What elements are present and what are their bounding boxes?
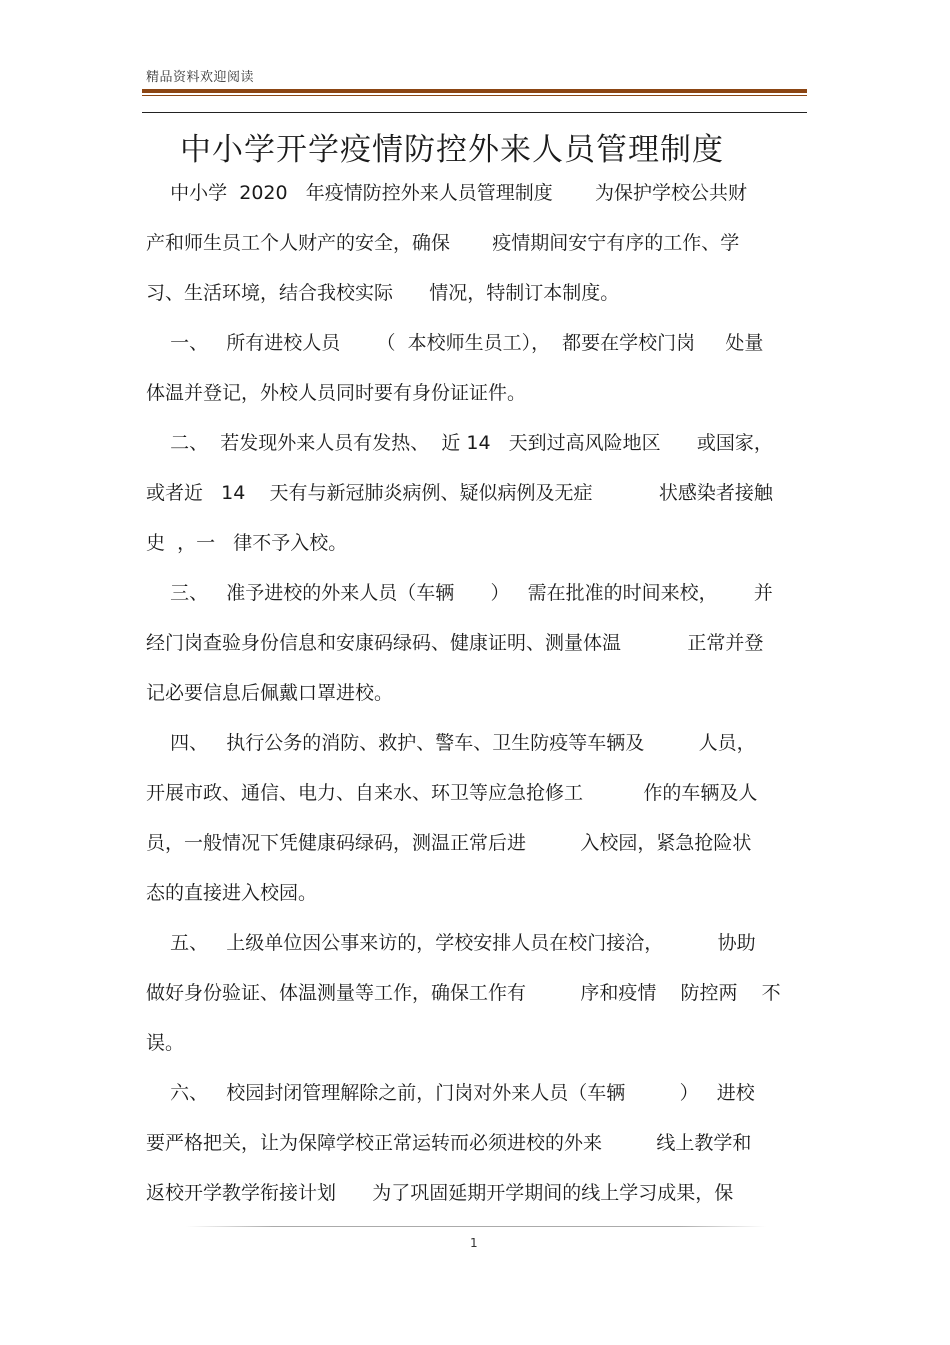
header-rule-thin xyxy=(142,95,807,96)
body-line: 体温并登记，外校人员同时要有身份证证件。 xyxy=(146,382,527,404)
header-rule-dark xyxy=(142,112,807,113)
body-line: 经门岗查验身份信息和安康码绿码、健康证明、测量体温 正常并登 xyxy=(146,632,764,654)
body-line: 二、 若发现外来人员有发热、 近 14 天到过高风险地区 或国家， xyxy=(146,432,773,454)
body-line: 或者近 14 天有与新冠肺炎病例、疑似病例及无症 状感染者接触 xyxy=(146,482,773,504)
header-label: 精品资料欢迎阅读 xyxy=(146,70,255,85)
body-line: 返校开学教学衔接计划 为了巩固延期开学期间的线上学习成果，保 xyxy=(146,1182,734,1204)
body-line: 中小学 2020 年疫情防控外来人员管理制度 为保护学校公共财 xyxy=(146,182,747,204)
body-line: 员，一般情况下凭健康码绿码，测温正常后进 入校园，紧急抢险状 xyxy=(146,832,752,854)
footer-rule xyxy=(186,1226,766,1227)
body-line: 五、 上级单位因公事来访的，学校安排人员在校门接洽， 协助 xyxy=(146,932,756,954)
body-line: 要严格把关，让为保障学校正常运转而必须进校的外来 线上教学和 xyxy=(146,1132,752,1154)
body-line: 六、 校园封闭管理解除之前，门岗对外来人员（车辆 ） 进校 xyxy=(146,1082,755,1104)
page-number: 1 xyxy=(470,1236,478,1250)
body-line: 三、 准予进校的外来人员（车辆 ） 需在批准的时间来校， 并 xyxy=(146,582,773,604)
body-line: 记必要信息后佩戴口罩进校。 xyxy=(146,682,394,704)
body-line: 史 ，一 律不予入校。 xyxy=(146,532,348,554)
body-line: 一、 所有进校人员 （ 本校师生员工）， 都要在学校门岗 处量 xyxy=(146,332,764,354)
document-title: 中小学开学疫情防控外来人员管理制度 xyxy=(180,132,724,168)
header-rule xyxy=(142,89,807,93)
body-line: 态的直接进入校园。 xyxy=(146,882,318,904)
body-line: 四、 执行公务的消防、救护、警车、卫生防疫等车辆及 人员， xyxy=(146,732,756,754)
body-line: 习、生活环境，结合我校实际 情况，特制订本制度。 xyxy=(146,282,620,304)
body-line: 误。 xyxy=(146,1032,185,1054)
body-line: 做好身份验证、体温测量等工作，确保工作有 序和疫情 防控两 不 xyxy=(146,982,781,1004)
document-body xyxy=(146,168,810,1218)
body-line: 开展市政、通信、电力、自来水、环卫等应急抢修工 作的车辆及人 xyxy=(146,782,758,804)
body-line: 产和师生员工个人财产的安全，确保 疫情期间安宁有序的工作、学 xyxy=(146,232,740,254)
